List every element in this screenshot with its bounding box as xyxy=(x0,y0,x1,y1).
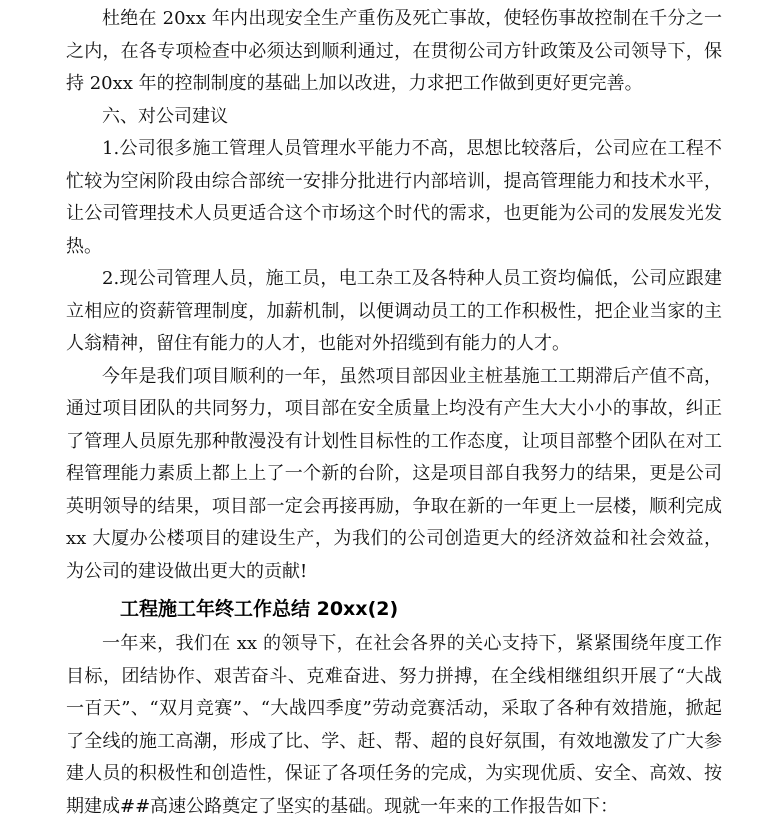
paragraph-suggestion-1: 1.公司很多施工管理人员管理水平能力不高，思想比较落后，公司应在工程不忙较为空闲阶段由综合部统一安排分批进行内部培训，提高管理能力和技术水平，让公司管理技术人员更适合这个市场这个时代的需求，也更能为公司的发展发光发热。 xyxy=(66,138,722,257)
paragraph-suggestion-2: 2.现公司管理人员，施工员，电工杂工及各特种人员工资均偏低，公司应跟建立相应的资薪管理制度，加薪机制，以便调动员工的工作积极性，把企业当家的主人翁精神，留住有能力的人才，也能对外招缆到有能力的人才。 xyxy=(66,268,722,354)
paragraph-intro: 一年来，我们在 xx 的领导下，在社会各界的关心支持下，紧紧围绕年度工作目标，团结协作、艰苦奋斗、克难奋进、努力拼搏，在全线相继组织开展了“大战一百天”、“双月竞赛”、“大战四季度”劳动竞赛活动，采取了各种有效措施，掀起了全线的施工高潮，形成了比、学、赶、帮、超的良好氛围，有效地激发了广大参建人员的积极性和创造性，保证了各项任务的完成，为实现优质、安全、高效、按期建成##高速公路奠定了坚实的基础。现就一年来的工作报告如下： xyxy=(66,633,722,817)
paragraph-safety-goal: 杜绝在 20xx 年内出现安全生产重伤及死亡事故，使轻伤事故控制在千分之一之内，在各专项检查中必须达到顺利通过，在贯彻公司方针政策及公司领导下，保持 20xx 年的控制制度的基础上加以改进，力求把工作做到更好更完善。 xyxy=(66,8,722,94)
document-title: 工程施工年终工作总结 20xx(2) xyxy=(120,598,399,620)
section-heading-suggestions: 六、对公司建议 xyxy=(102,105,228,127)
paragraph-year-summary: 今年是我们项目顺利的一年，虽然项目部因业主桩基施工工期滞后产值不高，通过项目团队的共同努力，项目部在安全质量上均没有产生大大小小的事故，纠正了管理人员原先那种散漫没有计划性目标性的工作态度，让项目部整个团队在对工程管理能力素质上都上上了一个新的台阶，这是项目部自我努力的结果，更是公司英明领导的结果，项目部一定会再接再励，争取在新的一年更上一层楼，顺利完成 xx 大厦办公楼项目的建设生产，为我们的公司创造更大的经济效益和社会效益，为公司的建设做出更大的贡献! xyxy=(66,365,722,582)
